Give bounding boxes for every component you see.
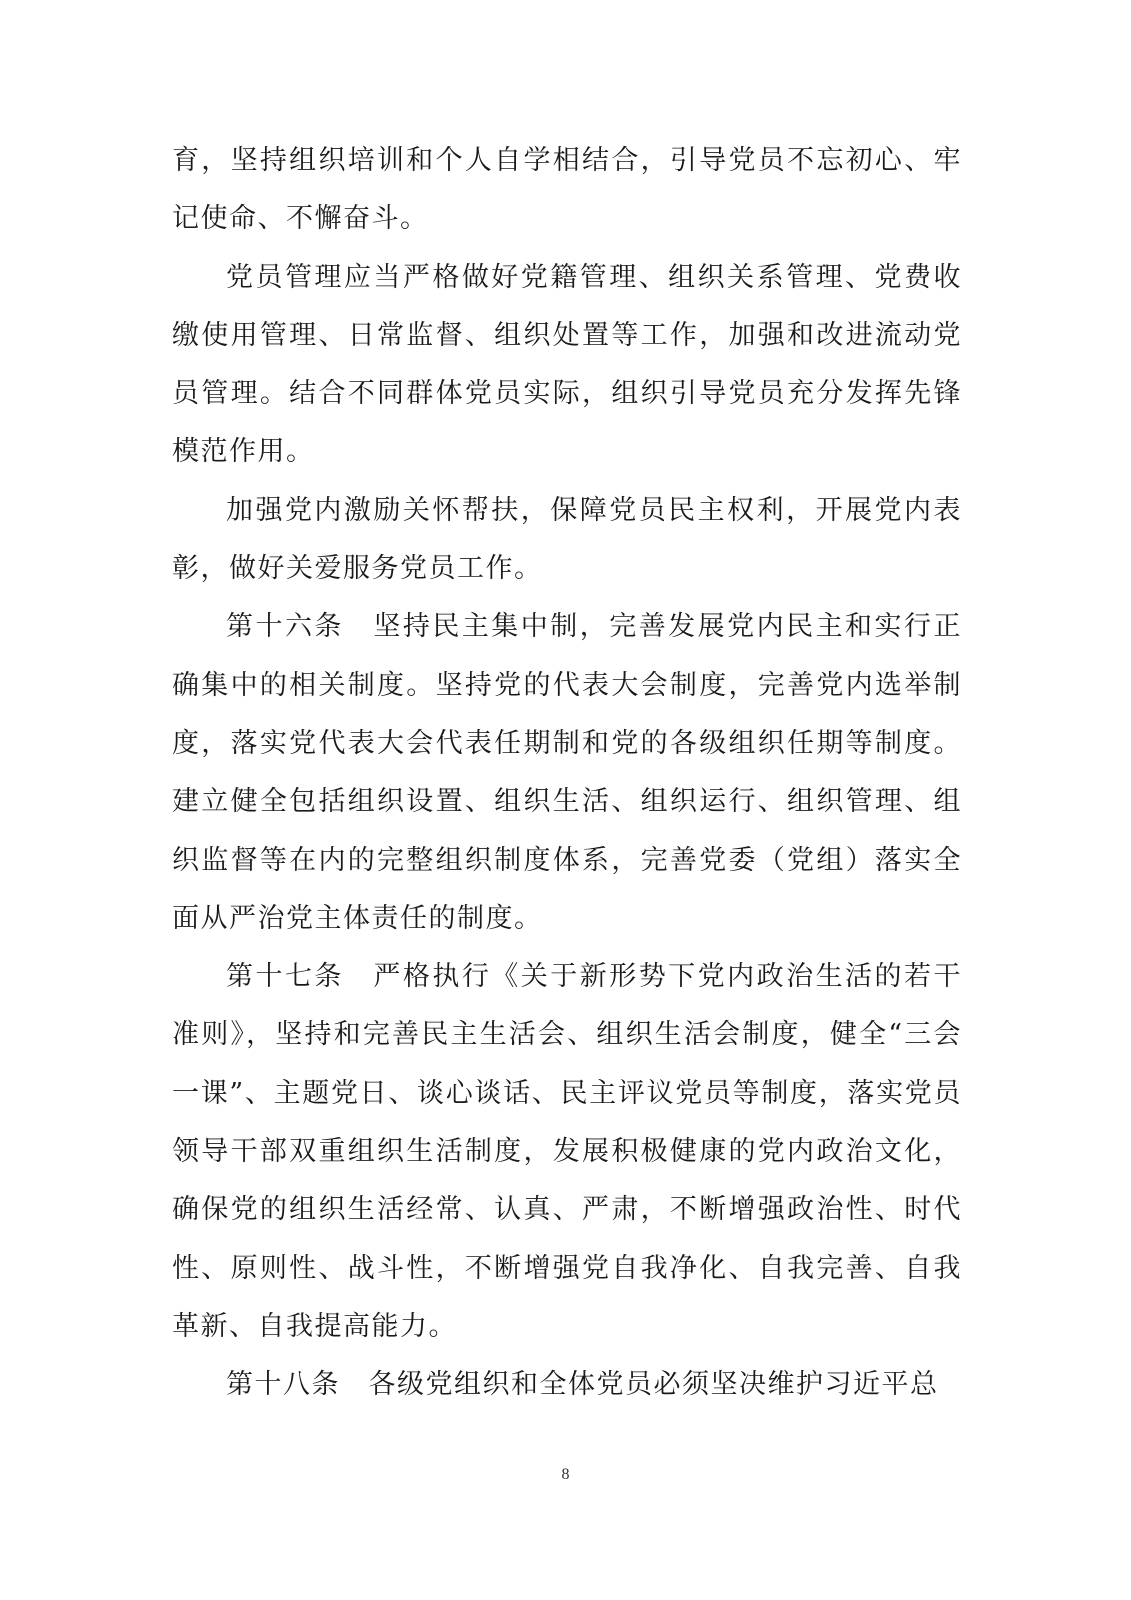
body-text	[172, 132, 962, 1415]
page-number: 8	[561, 1466, 570, 1483]
paragraph-article-18: 第十八条 各级党组织和全体党员必须坚决维护习近平总	[226, 1369, 939, 1401]
paragraph-article-16: 第十六条 坚持民主集中制，完善发展党内民主和实行正确集中的相关制度。坚持党的代表大会制度，完善党内选举制度，落实党代表大会代表任期制和党的各级组织任期等制度。建立健全包括组织设置、组织生活、组织运行、组织管理、组织监督等在内的完整组织制度体系，完善党委（党组）落实全面从严治党主体责任的制度。	[172, 611, 962, 934]
paragraph-incentive-care: 加强党内激励关怀帮扶，保障党员民主权利，开展党内表彰，做好关爱服务党员工作。	[172, 494, 962, 585]
paragraph-article-17: 第十七条 严格执行《关于新形势下党内政治生活的若干准则》，坚持和完善民主生活会、组织生活会制度，健全“三会一课”、主题党日、谈心谈话、民主评议党员等制度，落实党员领导干部双重组织生活制度，发展积极健康的党内政治文化，确保党的组织生活经常、认真、严肃，不断增强政治性、时代性、原则性、战斗性，不断增强党自我净化、自我完善、自我革新、自我提高能力。	[172, 961, 962, 1342]
paragraph-party-member-management: 党员管理应当严格做好党籍管理、组织关系管理、党费收缴使用管理、日常监督、组织处置等工作，加强和改进流动党员管理。结合不同群体党员实际，组织引导党员充分发挥先锋模范作用。	[172, 261, 962, 468]
paragraph-continuation: 育，坚持组织培训和个人自学相结合，引导党员不忘初心、牢记使命、不懈奋斗。	[172, 145, 962, 235]
